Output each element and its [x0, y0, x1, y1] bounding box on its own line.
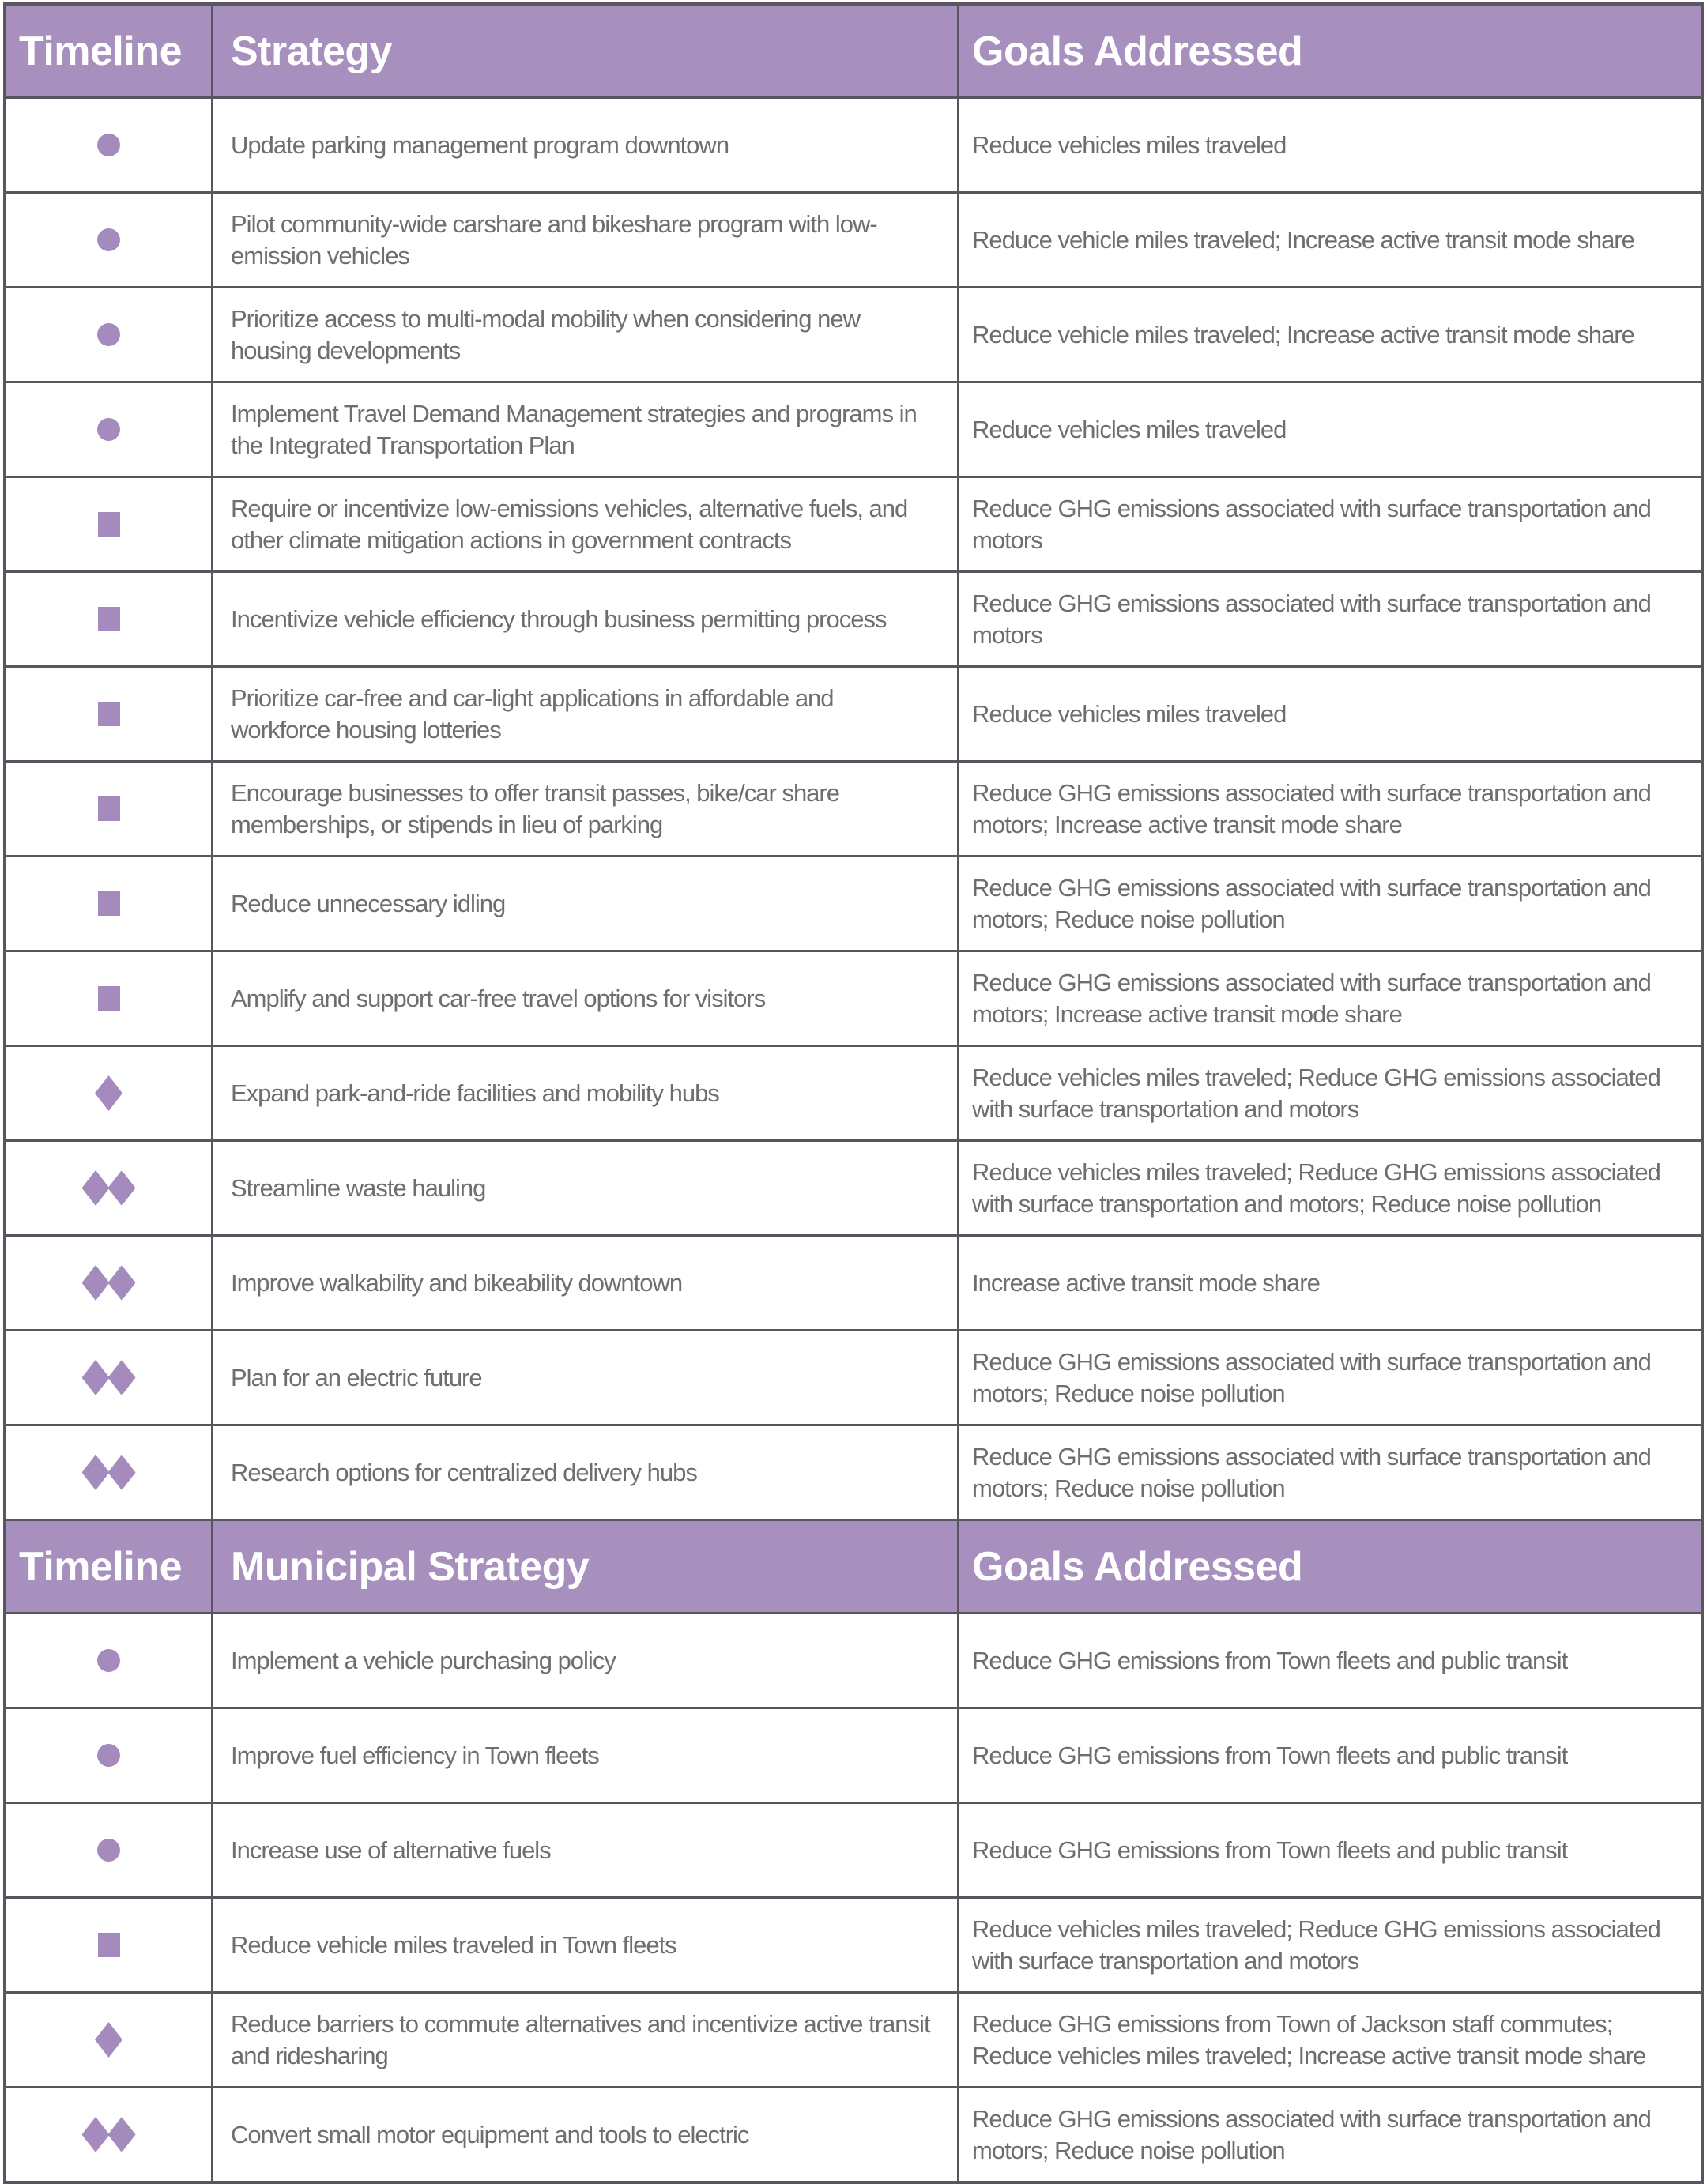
table-row	[6, 950, 1701, 1045]
square-icon	[98, 891, 120, 916]
circle-icon	[97, 134, 120, 156]
timeline-cell	[6, 1709, 211, 1802]
strategy-text: Reduce vehicle miles traveled in Town fleets	[231, 1930, 676, 1959]
goals-text: Reduce vehicles miles traveled	[972, 415, 1287, 443]
goals-header-cell	[957, 6, 1701, 96]
strategy-text: Convert small motor equipment and tools to electric	[231, 2120, 749, 2148]
square-icon	[98, 607, 120, 631]
table-row	[6, 2086, 1701, 2181]
timeline-cell	[6, 1614, 211, 1707]
strategy-cell	[211, 1804, 957, 1896]
square-icon	[98, 986, 120, 1011]
strategy-header-label: Strategy	[231, 28, 393, 74]
strategy-text: Streamline waste hauling	[231, 1173, 486, 1202]
strategy-text: Encourage businesses to offer transit passes, bike/car share memberships, or stipends in lieu of parking	[231, 778, 839, 838]
strategy-cell	[211, 2088, 957, 2181]
strategy-cell	[211, 573, 957, 665]
strategy-cell	[211, 1994, 957, 2086]
timeline-cell	[6, 1804, 211, 1896]
strategy-cell	[211, 288, 957, 381]
goals-header-label: Goals Addressed	[972, 28, 1303, 74]
goals-cell	[957, 288, 1701, 381]
goals-text: Reduce GHG emissions associated with surface transportation and motors; Reduce noise pollution	[972, 2104, 1651, 2164]
goals-text: Reduce GHG emissions from Town of Jackson staff commutes; Reduce vehicles miles traveled; Increase active transit mode share	[972, 2009, 1646, 2069]
goals-text: Reduce vehicles miles traveled	[972, 699, 1287, 728]
goals-header-label: Goals Addressed	[972, 1543, 1303, 1590]
strategy-text: Update parking management program downtown	[231, 130, 729, 159]
strategy-cell	[211, 383, 957, 476]
goals-text: Reduce GHG emissions associated with surface transportation and motors; Reduce noise pollution	[972, 1442, 1651, 1502]
goals-cell	[957, 1142, 1701, 1234]
timeline-header-cell	[6, 1521, 211, 1612]
table-row	[6, 1991, 1701, 2086]
timeline-cell	[6, 763, 211, 855]
strategy-text: Amplify and support car-free travel options for visitors	[231, 984, 766, 1012]
diamond-icon	[82, 1265, 110, 1301]
strategy-cell	[211, 194, 957, 286]
goals-text: Reduce GHG emissions from Town fleets and public transit	[972, 1836, 1568, 1864]
square-icon	[98, 702, 120, 726]
goals-cell	[957, 952, 1701, 1045]
goals-header-cell	[957, 1521, 1701, 1612]
goals-cell	[957, 1899, 1701, 1991]
strategy-cell	[211, 1142, 957, 1234]
goals-text: Reduce vehicle miles traveled; Increase active transit mode share	[972, 225, 1634, 254]
goals-text: Reduce vehicles miles traveled	[972, 130, 1287, 159]
strategy-cell	[211, 478, 957, 570]
double-diamond-icon	[83, 1170, 135, 1206]
strategy-cell	[211, 1709, 957, 1802]
circle-icon	[97, 1839, 120, 1862]
goals-cell	[957, 478, 1701, 570]
table-row	[6, 1234, 1701, 1329]
goals-cell	[957, 1047, 1701, 1139]
table-row	[6, 96, 1701, 191]
circle-icon	[97, 323, 120, 346]
table-row	[6, 1139, 1701, 1234]
strategy-cell	[211, 1899, 957, 1991]
goals-text: Reduce GHG emissions associated with surface transportation and motors; Increase active transit mode share	[972, 778, 1651, 838]
diamond-icon	[95, 1075, 122, 1111]
goals-text: Reduce vehicle miles traveled; Increase active transit mode share	[972, 320, 1634, 348]
diamond-icon	[82, 1360, 110, 1395]
goals-text: Reduce GHG emissions associated with surface transportation and motors; Increase active transit mode share	[972, 968, 1651, 1028]
goals-text: Reduce GHG emissions associated with surface transportation and motors	[972, 494, 1651, 554]
strategy-cell	[211, 857, 957, 950]
square-icon	[98, 1933, 120, 1957]
goals-cell	[957, 1426, 1701, 1519]
goals-cell	[957, 1237, 1701, 1329]
strategy-text: Plan for an electric future	[231, 1363, 482, 1391]
strategy-text: Implement a vehicle purchasing policy	[231, 1646, 616, 1674]
goals-cell	[957, 99, 1701, 191]
timeline-cell	[6, 1899, 211, 1991]
strategy-text: Require or incentivize low-emissions vehicles, alternative fuels, and other climate mitigation actions in government contracts	[231, 494, 908, 554]
timeline-cell	[6, 857, 211, 950]
circle-icon	[97, 1744, 120, 1767]
table-row	[6, 570, 1701, 665]
strategy-cell	[211, 668, 957, 760]
goals-text: Reduce GHG emissions associated with surface transportation and motors	[972, 589, 1651, 649]
table-row	[6, 286, 1701, 381]
goals-cell	[957, 1614, 1701, 1707]
circle-icon	[97, 418, 120, 441]
timeline-header-label: Timeline	[19, 28, 183, 74]
strategy-header-cell	[211, 6, 957, 96]
strategy-text: Implement Travel Demand Management strategies and programs in the Integrated Transportation Plan	[231, 399, 917, 459]
table-row	[6, 665, 1701, 760]
diamond-icon	[82, 1455, 110, 1490]
goals-cell	[957, 857, 1701, 950]
goals-text: Reduce vehicles miles traveled; Reduce GHG emissions associated with surface transportation and motors; Reduce noise pollution	[972, 1158, 1660, 1218]
table-row	[6, 476, 1701, 570]
table-row	[6, 1896, 1701, 1991]
strategy-text: Increase use of alternative fuels	[231, 1836, 551, 1864]
timeline-header-cell	[6, 6, 211, 96]
goals-cell	[957, 194, 1701, 286]
table-row	[6, 381, 1701, 476]
strategy-goals-table	[3, 2, 1704, 2184]
double-diamond-icon	[83, 2117, 135, 2152]
table-row	[6, 760, 1701, 855]
table-row	[6, 1707, 1701, 1802]
goals-cell	[957, 1804, 1701, 1896]
strategy-text: Incentivize vehicle efficiency through business permitting process	[231, 604, 887, 633]
timeline-cell	[6, 1142, 211, 1234]
strategy-text: Prioritize access to multi-modal mobility when considering new housing developments	[231, 304, 861, 364]
strategy-cell	[211, 952, 957, 1045]
strategy-text: Reduce barriers to commute alternatives and incentivize active transit and ridesharing	[231, 2009, 930, 2069]
goals-cell	[957, 573, 1701, 665]
strategy-text: Prioritize car-free and car-light applications in affordable and workforce housing lotteries	[231, 683, 834, 744]
timeline-cell	[6, 952, 211, 1045]
double-diamond-icon	[83, 1360, 135, 1395]
diamond-icon	[108, 2117, 136, 2152]
strategy-text: Pilot community-wide carshare and bikeshare program with low-emission vehicles	[231, 209, 877, 269]
circle-icon	[97, 228, 120, 251]
strategy-cell	[211, 1426, 957, 1519]
timeline-cell	[6, 668, 211, 760]
table-row	[6, 1045, 1701, 1139]
timeline-cell	[6, 288, 211, 381]
timeline-cell	[6, 1237, 211, 1329]
strategy-text: Improve fuel efficiency in Town fleets	[231, 1741, 599, 1769]
diamond-icon	[82, 1170, 110, 1206]
goals-cell	[957, 668, 1701, 760]
square-icon	[98, 796, 120, 821]
table-row	[6, 191, 1701, 286]
strategy-text: Expand park-and-ride facilities and mobility hubs	[231, 1079, 719, 1107]
timeline-cell	[6, 383, 211, 476]
diamond-icon	[82, 2117, 110, 2152]
strategy-header-cell	[211, 1521, 957, 1612]
strategy-cell	[211, 99, 957, 191]
table-row	[6, 855, 1701, 950]
timeline-cell	[6, 99, 211, 191]
goals-text: Reduce vehicles miles traveled; Reduce GHG emissions associated with surface transportation and motors	[972, 1063, 1660, 1123]
goals-cell	[957, 383, 1701, 476]
diamond-icon	[108, 1360, 136, 1395]
table-header-row	[6, 1519, 1701, 1612]
strategy-cell	[211, 1237, 957, 1329]
square-icon	[98, 512, 120, 537]
strategy-cell	[211, 763, 957, 855]
timeline-cell	[6, 1331, 211, 1424]
strategy-cell	[211, 1331, 957, 1424]
strategy-cell	[211, 1614, 957, 1707]
diamond-icon	[108, 1265, 136, 1301]
strategy-cell	[211, 1047, 957, 1139]
table-row	[6, 1424, 1701, 1519]
table-header-row	[6, 6, 1701, 96]
strategy-text: Research options for centralized delivery hubs	[231, 1458, 697, 1486]
strategy-header-label: Municipal Strategy	[231, 1543, 590, 1590]
goals-text: Reduce GHG emissions from Town fleets and public transit	[972, 1741, 1568, 1769]
double-diamond-icon	[83, 1265, 135, 1301]
goals-text: Reduce GHG emissions associated with surface transportation and motors; Reduce noise pollution	[972, 1347, 1651, 1407]
goals-text: Reduce GHG emissions from Town fleets and public transit	[972, 1646, 1568, 1674]
diamond-icon	[95, 2022, 122, 2058]
table-row	[6, 1802, 1701, 1896]
goals-cell	[957, 2088, 1701, 2181]
timeline-cell	[6, 478, 211, 570]
goals-text: Reduce GHG emissions associated with surface transportation and motors; Reduce noise pollution	[972, 873, 1651, 933]
goals-text: Increase active transit mode share	[972, 1268, 1320, 1297]
diamond-icon	[108, 1170, 136, 1206]
timeline-cell	[6, 573, 211, 665]
strategy-text: Reduce unnecessary idling	[231, 889, 506, 917]
timeline-cell	[6, 2088, 211, 2181]
goals-cell	[957, 1331, 1701, 1424]
timeline-cell	[6, 1426, 211, 1519]
timeline-cell	[6, 1994, 211, 2086]
timeline-cell	[6, 194, 211, 286]
goals-cell	[957, 763, 1701, 855]
double-diamond-icon	[83, 1455, 135, 1490]
timeline-cell	[6, 1047, 211, 1139]
timeline-header-label: Timeline	[19, 1543, 183, 1590]
goals-cell	[957, 1709, 1701, 1802]
diamond-icon	[108, 1455, 136, 1490]
goals-cell	[957, 1994, 1701, 2086]
table-row	[6, 1329, 1701, 1424]
table-row	[6, 1612, 1701, 1707]
strategy-text: Improve walkability and bikeability downtown	[231, 1268, 683, 1297]
circle-icon	[97, 1649, 120, 1672]
goals-text: Reduce vehicles miles traveled; Reduce GHG emissions associated with surface transportation and motors	[972, 1915, 1660, 1975]
